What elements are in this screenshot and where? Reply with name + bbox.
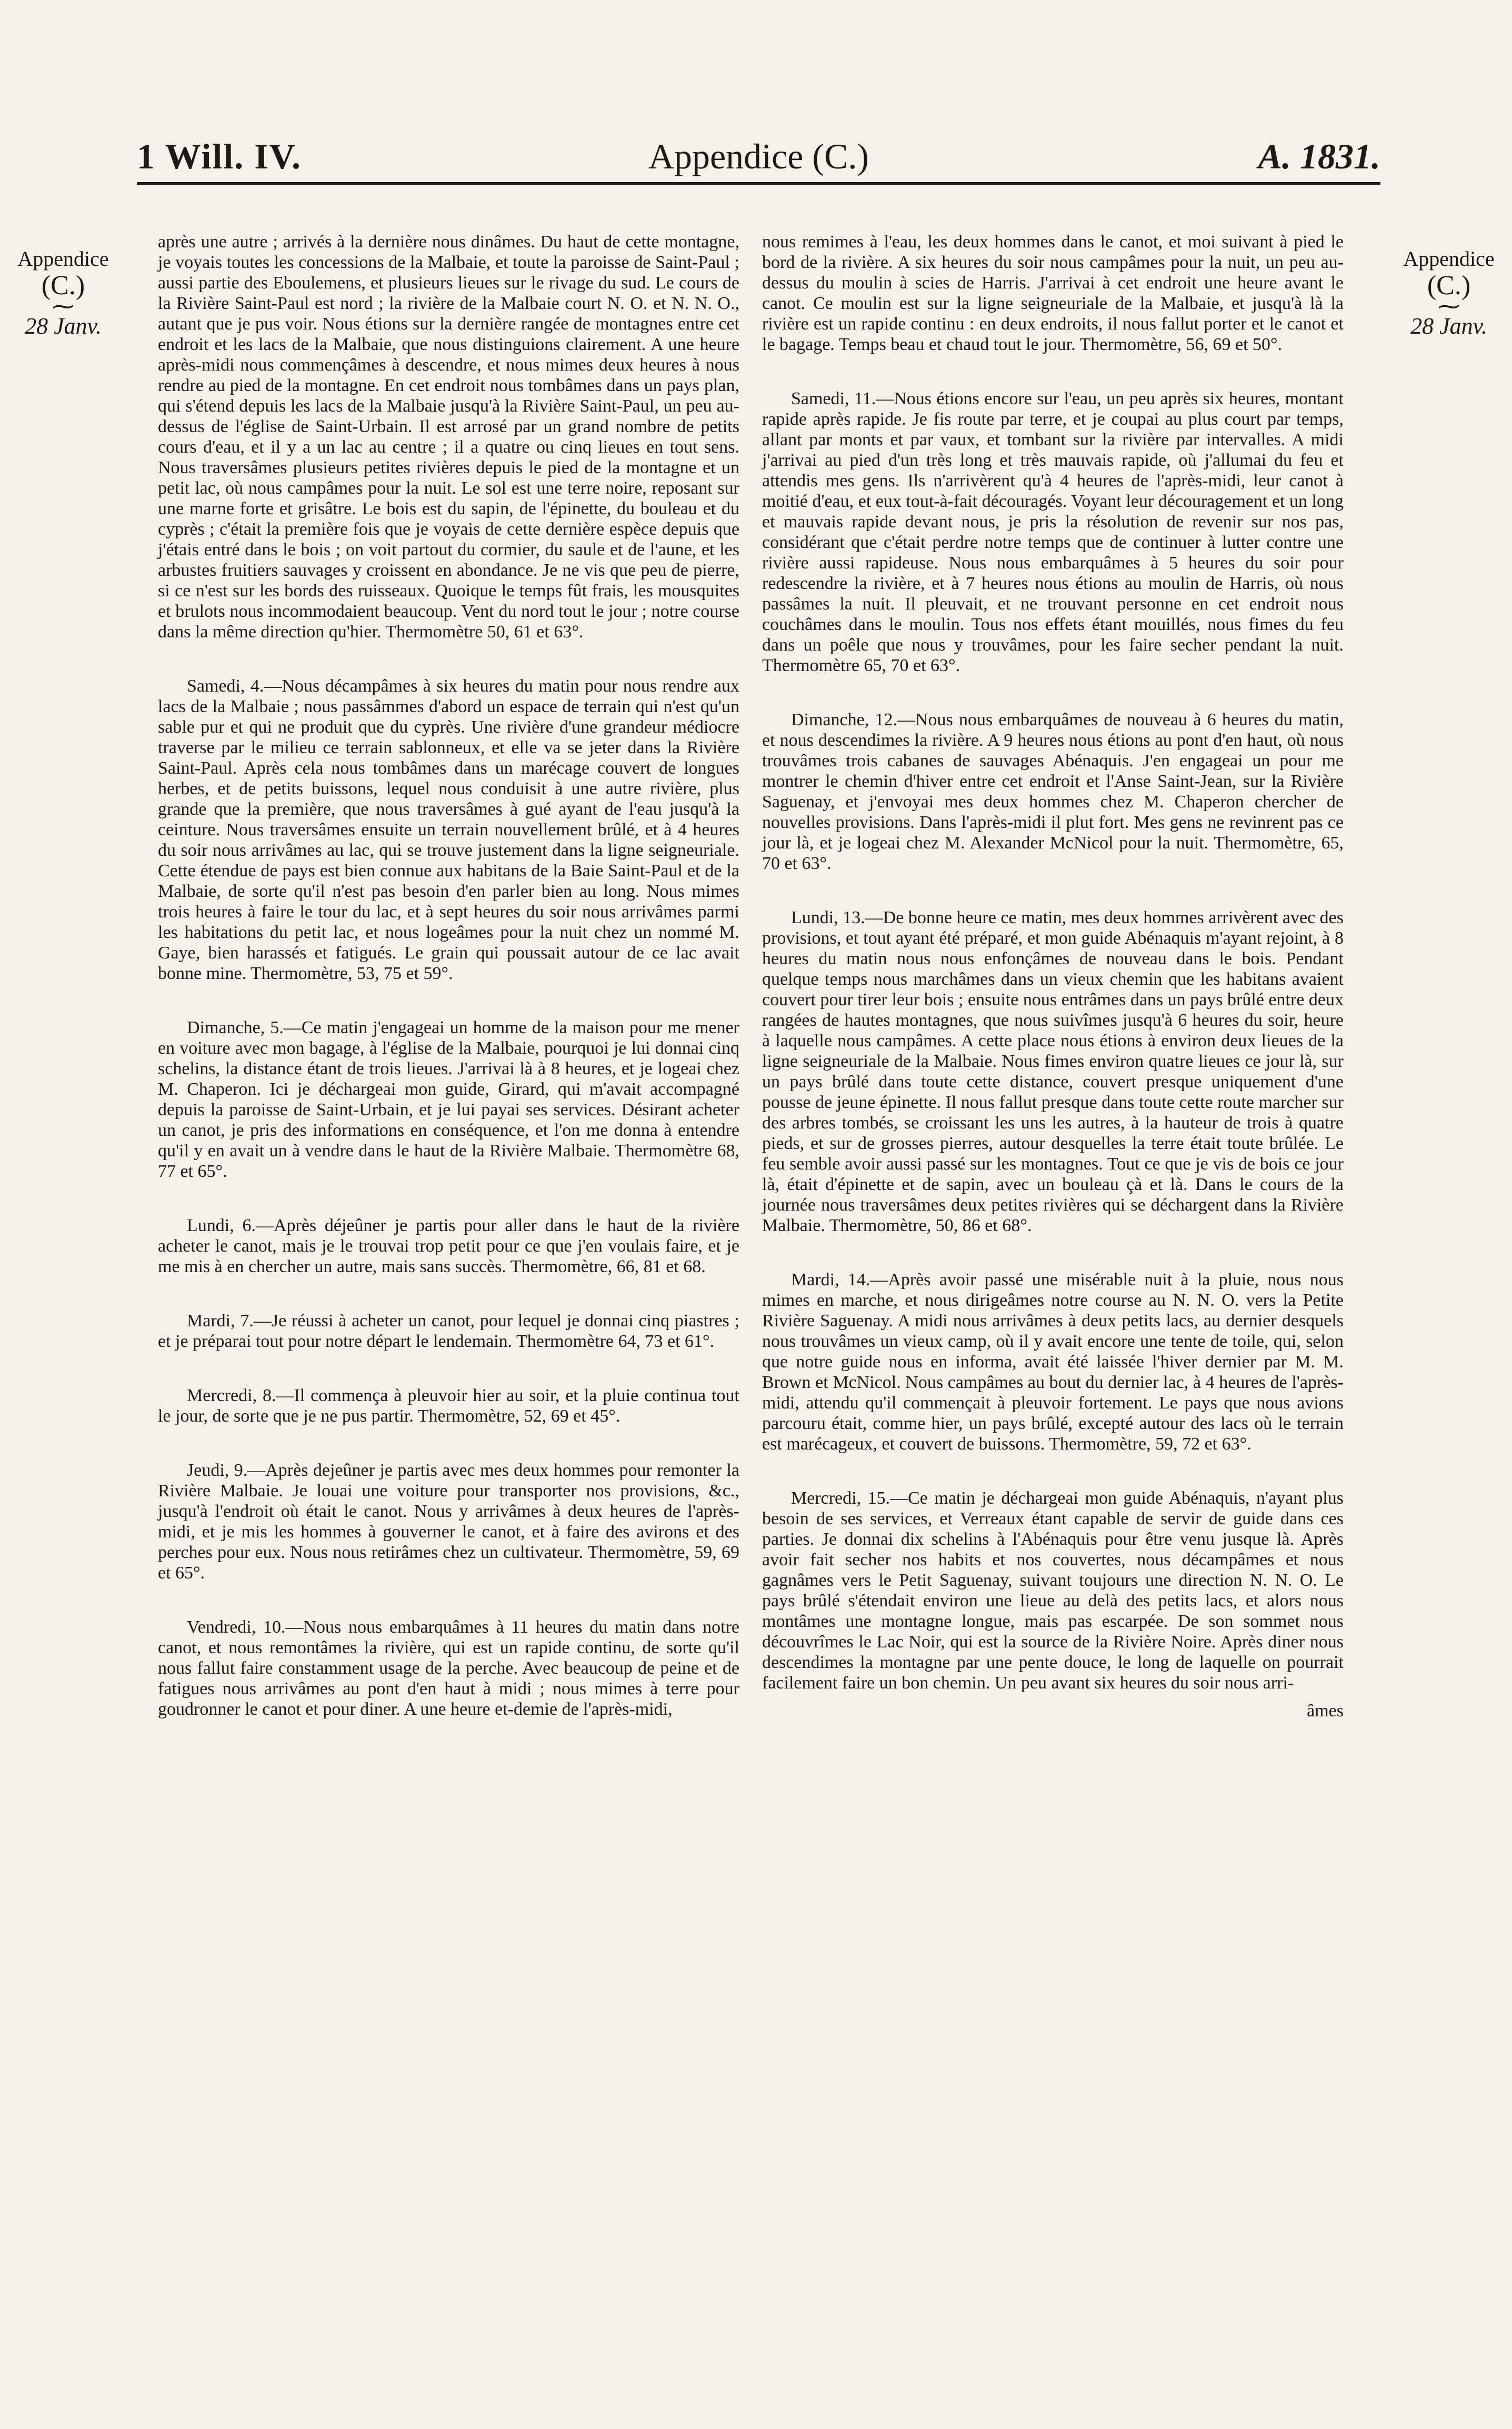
margin-date: 28 Janv. — [25, 313, 102, 339]
header-title: Appendice (C.) — [648, 136, 869, 176]
paragraph: nous remimes à l'eau, les deux hommes dans le canot, et moi suivant à pied le bord de la rivière. A six heures du soir nous campâmes pour la nuit, un peu au-dessus du moulin à scies de Harris. J'arrivai à cet endroit une heure avant le canot. Ce moulin est sur la ligne seigneuriale de la Malbaie, et jusqu'à là la rivière est un rapide continu : en deux endroits, il nous fallut porter et le canot et le bagage. Temps beau et chaud tout le jour. Thermomètre, 56, 69 et 50°. — [762, 232, 1344, 354]
paragraph: Dimanche, 12.—Nous nous embarquâmes de nouveau à 6 heures du matin, et nous descendimes la rivière. A 9 heures nous étions au pont d'en haut, où nous trouvâmes trois cabanes de sauvages Abénaquis. J'en engageai un pour me montrer le chemin d'hiver entre cet endroit et l'Anse Saint-Jean, sur la Rivière Saguenay, et j'envoyai mes deux hommes chez M. Chaperon chercher de nouvelles provisions. Dans l'après-midi il plut fort. Mes gens ne revinrent pas ce jour là, et je logeai chez M. Alexander McNicol pour la nuit. Thermomètre, 65, 70 et 63°. — [762, 710, 1344, 873]
margin-appendix: (C.) — [1427, 271, 1471, 301]
catchword: âmes — [1307, 1701, 1344, 1721]
paragraph: Samedi, 4.—Nous décampâmes à six heures du matin pour nous rendre aux lacs de la Malbaie ; nous passâmmes d'abord un espace de terrain qui n'est qu'un sable pur et qui ne produit que du cyprès. Une rivière d'une grandeur médiocre traverse par le milieu ce terrain sablonneux, et elle va se jeter dans la Rivière Saint-Paul. Après cela nous tombâmes dans un marécage couvert de longues herbes, et de petits buissons, lequel nous conduisit à une autre rivière, plus grande que la première, que nous traversâmes à gué ayant de l'eau jusqu'à la ceinture. Nous traversâmes ensuite un terrain nouvellement brûlé, et à 4 heures du soir nous arrivâmes au lac, qui se trouve justement dans la ligne seigneuriale. Cette étendue de pays est bien connue aux habitans de la Baie Saint-Paul et de la Malbaie, de sorte qu'il n'est pas besoin d'en parler bien au long. Nous mimes trois heures à faire le tour du lac, et à sept heures du soir nous arrivâmes parmi les habitations du petit lac, et nous logeâmes pour la nuit chez un nommé M. Gaye, bien harassés et fatigués. Le grain qui poussait autour de ce lac avait bonne mine. Thermomètre, 53, 75 et 59°. — [158, 676, 739, 983]
paragraph: Jeudi, 9.—Après dejeûner je partis avec mes deux hommes pour remonter la Rivière Malbaie. Je louai une voiture pour transporter nos provisions, &c., jusqu'à l'endroit où était le canot. Nous y arrivâmes à deux heures de l'après-midi, et je mis les hommes à gouverner le canot, et à faire des avirons et des perches pour eux. Nous nous retirâmes chez un cultivateur. Thermomètre, 59, 69 et 65°. — [158, 1461, 739, 1583]
margin-label: Appendice — [1403, 247, 1495, 271]
paragraph: Lundi, 13.—De bonne heure ce matin, mes deux hommes arrivèrent avec des provisions, et tout ayant été préparé, et mon guide Abénaquis m'ayant rejoint, à 8 heures du matin nous nous enfonçâmes de nouveau dans le bois. Pendant quelque temps nous marchâmes dans un vieux chemin que les habitans avaient couvert pour tirer leur bois ; ensuite nous entrâmes dans un pays brûlé entre deux rangées de hautes montagnes, que nous suivîmes jusqu'à 6 heures du soir, heure à laquelle nous campâmes. A cette place nous étions à environ deux lieues de la ligne seigneuriale de la Malbaie. Nous fimes environ quatre lieues ce jour là, sur un pays brûlé dans toute cette distance, couvert presque uniquement d'une pousse de jeune épinette. Il nous fallut presque dans toute cette route marcher sur des arbres tombés, se croissant les uns les autres, à la hauteur de trois à quatre pieds, et sur de grosses pierres, autour desquelles la terre était toute brûlée. Le feu semble avoir aussi passé sur les montagnes. Tout ce que je vis de bois ce jour là, était d'épinette et de sapin, avec un bouleau çà et là. Dans le cours de la journée nous traversâmes deux petites rivières qui se déchargent dans la Rivière Malbaie. Thermomètre, 50, 86 et 68°. — [762, 908, 1344, 1235]
swash-ornament-icon: ⁓ — [1438, 295, 1460, 319]
paragraph: Mardi, 14.—Après avoir passé une misérable nuit à la pluie, nous nous mimes en marche, et nous dirigeâmes notre course au N. N. O. vers la Petite Rivière Saguenay. A midi nous arrivâmes à deux petits lacs, au dernier desquels nous trouvâmes un vieux camp, où il y avait encore une tente de toile, qui, selon que notre guide nous en informa, avait été laissée l'hiver dernier par M. M. Brown et McNicol. Nous campâmes au bout du dernier lac, à 4 heures de l'après-midi, attendu qu'il commençait à pleuvoir fortement. Le pays que nous avions parcouru était, comme hier, un pays brûlé, excepté autour des lacs où le terrain est marécageux, et couvert de buissons. Thermomètre, 59, 72 et 63°. — [762, 1270, 1344, 1454]
paragraph: Mardi, 7.—Je réussi à acheter un canot, pour lequel je donnai cinq piastres ; et je préparai tout pour notre départ le lendemain. Thermomètre 64, 73 et 61°. — [158, 1311, 739, 1351]
header-session: 1 Will. IV. — [137, 136, 302, 176]
header-year: A. 1831. — [1258, 136, 1380, 176]
right-column — [762, 232, 1344, 1721]
paragraph: Dimanche, 5.—Ce matin j'engageai un homme de la maison pour me mener en voiture avec mon bagage, à l'église de la Malbaie, pourquoi je lui donnai cinq schelins, la distance étant de trois lieues. J'arrivai là à 8 heures, et je logeai chez M. Chaperon. Ici je déchargeai mon guide, Girard, qui m'avait accompagné depuis la paroisse de Saint-Urbain, et je lui payai ses services. Désirant acheter un canot, je pris des informations en conséquence, et l'on me donna à entendre qu'il y en avait un à vendre dans le haut de la Rivière Malbaie. Thermomètre 68, 77 et 65°. — [158, 1018, 739, 1181]
left-column — [158, 232, 739, 1753]
paragraph: Mercredi, 15.—Ce matin je déchargeai mon guide Abénaquis, n'ayant plus besoin de ses services, et Verreaux étant capable de servir de guide dans ces parties. Je donnai dix schelins à l'Abénaquis pour être venu jusque là. Après avoir fait secher nos habits et nos couvertes, nous décampâmes et nous gagnâmes vers le Petit Saguenay, suivant toujours une direction N. N. O. Le pays brûlé s'étendait environ une lieue au delà des petits lacs, et alors nous montâmes une montagne longue, mais pas escarpée. De son sommet nous découvrîmes le Lac Noir, qui est la source de la Rivière Noire. Après diner nous descendimes la montagne par une pente douce, le long de laquelle on pourrait facilement faire un bon chemin. Un peu avant six heures du soir nous arri- — [762, 1488, 1344, 1693]
paragraph: Samedi, 11.—Nous étions encore sur l'eau, un peu après six heures, montant rapide après rapide. Je fis route par terre, et je coupai au plus court par temps, allant par monts et par vaux, et tombant sur la rivière par intervalles. A midi j'arrivai au pied d'un très long et très mauvais rapide, où j'allumai du feu et attendis mes gens. Ils n'arrivèrent qu'à 4 heures de l'après-midi, leur canot à moitié d'eau, et eux tout-à-fait découragés. Voyant leur découragement et un long et mauvais rapide devant nous, je pris la résolution de revenir sur nos pas, considérant que c'était perdre notre temps que de continuer à lutter contre une rivière aussi rapideuse. Nous nous embarquâmes à 5 heures du soir pour redescendre la rivière, et à 7 heures nous étions au moulin de Harris, où nous passâmes la nuit. Il pleuvait, et ne trouvant personne en cet endroit nous couchâmes dans le moulin. Tous nos effets étant mouillés, nous fimes du feu dans un poêle que nous y trouvâmes, pour les faire secher pendant la nuit. Thermomètre 65, 70 et 63°. — [762, 389, 1344, 675]
paragraph: Mercredi, 8.—Il commença à pleuvoir hier au soir, et la pluie continua tout le jour, de sorte que je ne pus partir. Thermomètre, 52, 69 et 45°. — [158, 1386, 739, 1426]
paragraph: après une autre ; arrivés à la dernière nous dinâmes. Du haut de cette montagne, je voyais toutes les concessions de la Malbaie, et toute la paroisse de Saint-Paul ; aussi partie des Eboulemens, et plusieurs lieues sur le rivage du sud. Le cours de la Rivière Saint-Paul est nord ; la rivière de la Malbaie court N. O. et N. N. O., autant que je pus voir. Nous étions sur la dernière rangée de montagnes entre cet endroit et les lacs de la Malbaie, que nous distinguions clairement. A une heure après-midi nous commençâmes à descendre, et nous mimes deux heures à nous rendre au pied de la montagne. En cet endroit nous tombâmes dans un pays plan, qui s'étend depuis les lacs de la Malbaie jusqu'à la Rivière Saint-Paul, un peu au-dessus de l'église de Saint-Urbain. Il est arrosé par un grand nombre de petits cours d'eau, et il y a un lac au centre ; il a quatre ou cinq lieues en tout sens. Nous traversâmes plusieurs petites rivières depuis le pied de la montagne et un petit lac, où nous campâmes pour la nuit. Le sol est une terre noire, reposant sur une marne forte et grisâtre. Le bois est du sapin, de l'épinette, du bouleau et du cyprès ; c'était la première fois que je voyais de cette dernière espèce depuis que j'étais entré dans le bois ; on voit partout du cormier, du saule et de l'aune, et les arbustes fruitiers sauvages y croissent en abondance. Je ne vis que peu de pierre, si ce n'est sur les bords des ruisseaux. Quoique le temps fût frais, les mousquites et brulots nous incommodaient beaucoup. Vent du nord tout le jour ; notre course dans la même direction qu'hier. Thermomètre 50, 61 et 63°. — [158, 232, 739, 642]
header-rule — [137, 182, 1380, 185]
paragraph: Vendredi, 10.—Nous nous embarquâmes à 11 heures du matin dans notre canot, et nous remontâmes la rivière, qui est un rapide continu, de sorte qu'il nous fallut faire constamment usage de la perche. Avec beaucoup de peine et de fatigues nous arrivâmes au pont d'en haut à midi ; nous mimes à terre pour goudronner le canot et pour diner. A une heure et-demie de l'après-midi, — [158, 1617, 739, 1719]
margin-appendix: (C.) — [41, 271, 85, 301]
paragraph: Lundi, 6.—Après déjeûner je partis pour aller dans le haut de la rivière acheter le canot, mais je le trouvai trop petit pour ce que j'en voulais faire, et je me mis à en chercher un autre, mais sans succès. Thermomètre, 66, 81 et 68. — [158, 1216, 739, 1276]
running-header — [137, 136, 1380, 178]
margin-note-left — [11, 247, 116, 339]
swash-ornament-icon: ⁓ — [52, 295, 74, 319]
margin-note-right — [1396, 247, 1501, 339]
margin-date: 28 Janv. — [1410, 313, 1487, 339]
margin-label: Appendice — [17, 247, 109, 271]
